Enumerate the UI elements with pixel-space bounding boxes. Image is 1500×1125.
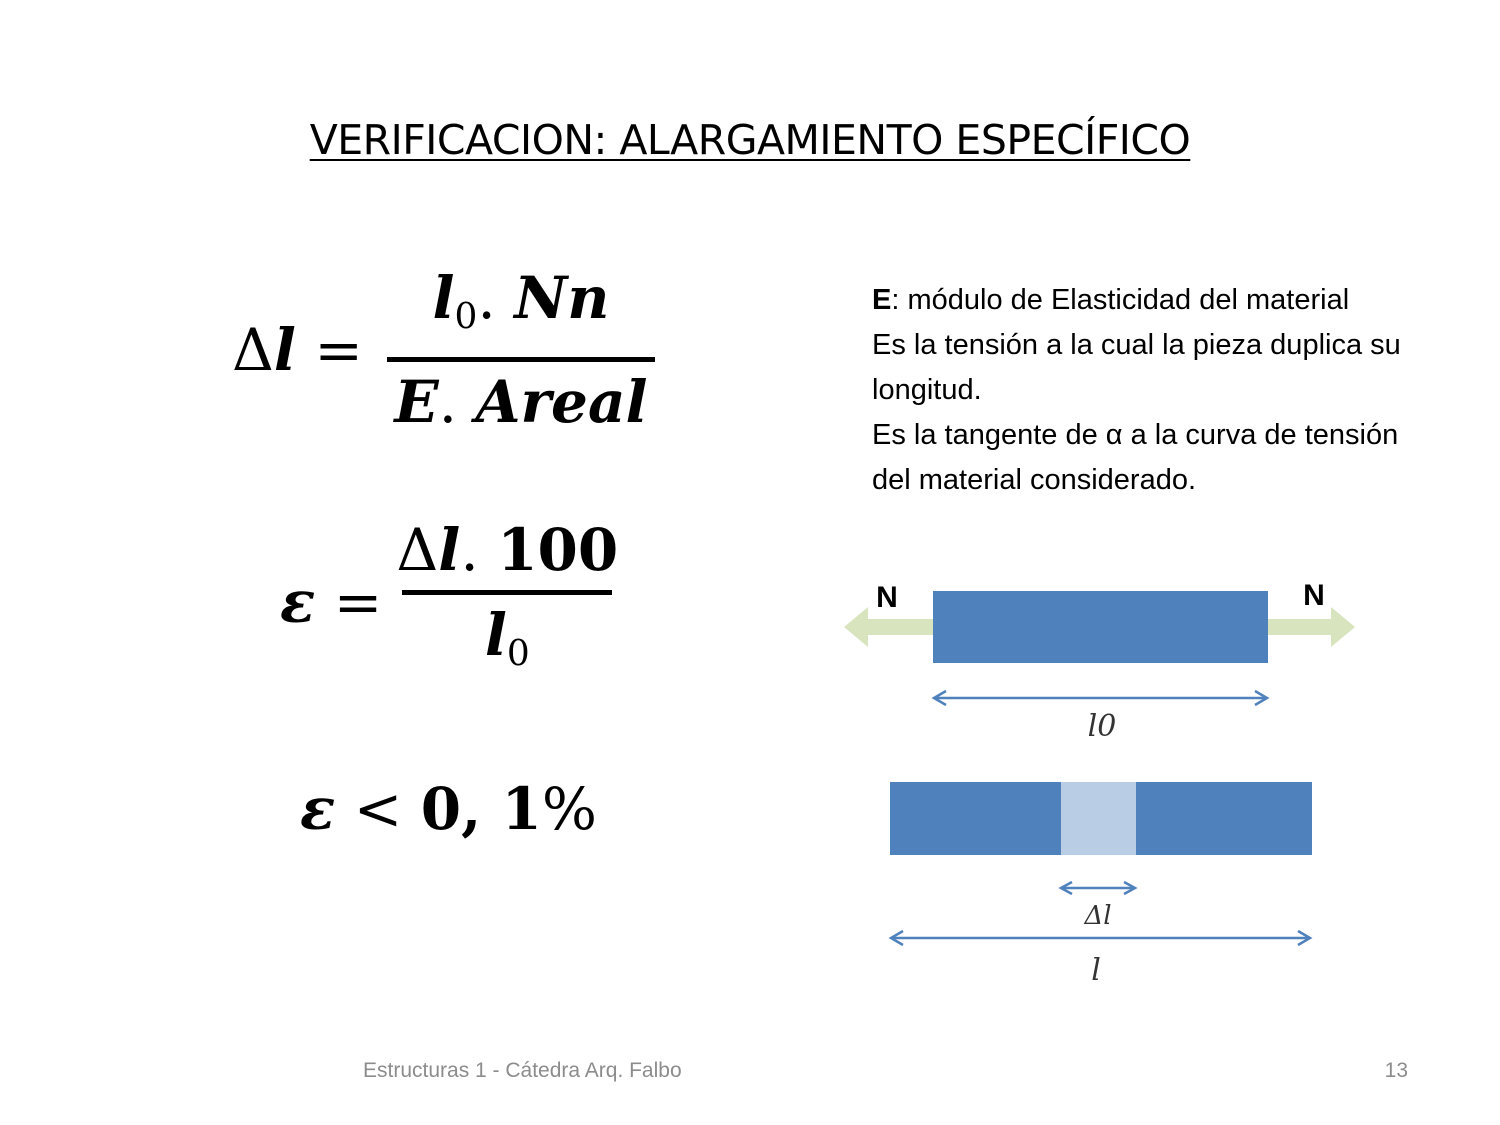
initial-length-symbol: l: [432, 264, 455, 332]
length-variable: l: [438, 516, 461, 584]
length-variable: l: [273, 316, 296, 385]
strain-limit: [300, 775, 597, 843]
elongated-bar-right: [1136, 782, 1312, 855]
delta-symbol: Δ: [396, 516, 439, 584]
elongation-formula: [232, 258, 655, 442]
delta-symbol: Δ: [232, 316, 274, 385]
page-number: 13: [1384, 1059, 1408, 1082]
initial-length-label: l0: [1087, 709, 1117, 744]
strain-formula: [280, 510, 619, 694]
description-line-3: Es la tangente de α a la curva de tensión del material considerado.: [872, 419, 1399, 496]
area-symbol: Areal: [475, 368, 648, 437]
original-bar: [933, 591, 1268, 663]
fraction-numerator: [396, 510, 618, 590]
modulus-description: [872, 278, 1432, 503]
elongation-diagram: [830, 570, 1370, 1000]
subscript-zero: 0: [454, 296, 478, 338]
formula-lhs: [280, 568, 382, 636]
elongated-bar-left: [890, 782, 1061, 855]
modulus-definition: : módulo de Elasticidad del material: [891, 284, 1350, 316]
double-arrow-icon: [934, 691, 1267, 705]
epsilon-symbol: ε: [280, 568, 316, 637]
modulus-label: E: [872, 284, 892, 316]
hundred-value: 100: [497, 516, 619, 584]
less-than-sign: <: [353, 775, 403, 843]
slide-title-text: VERIFICACION: ALARGAMIENTO ESPECÍFICO: [309, 116, 1191, 164]
force-label-right: N: [1303, 579, 1325, 612]
elongation-label: Δl: [1084, 901, 1112, 931]
limit-value: 0, 1: [420, 775, 542, 843]
fraction-denominator: [394, 362, 647, 442]
dot-operator: .: [477, 264, 515, 332]
arrow-right-icon: [1266, 607, 1355, 647]
percent-sign: %: [541, 775, 597, 843]
equals-sign: =: [314, 316, 363, 385]
fraction-numerator: [432, 258, 609, 357]
double-arrow-icon: [1061, 882, 1135, 894]
initial-length-symbol: l: [484, 601, 507, 669]
dot-operator: .: [460, 516, 498, 584]
elastic-modulus-symbol: E: [394, 368, 439, 437]
subscript-zero: 0: [506, 633, 530, 675]
final-length-label: l: [1091, 953, 1101, 988]
fraction-denominator: [485, 595, 530, 694]
double-arrow-icon: [891, 931, 1310, 945]
formula-lhs: [232, 316, 363, 384]
elongation-fraction: [387, 258, 655, 442]
description-line-1: [872, 278, 1432, 323]
footer-course: Estructuras 1 - Cátedra Arq. Falbo: [363, 1059, 682, 1082]
normal-force-symbol: Nn: [514, 264, 610, 332]
slide-title: [0, 112, 1500, 168]
dot-operator: .: [438, 368, 476, 437]
elongation-segment: [1061, 782, 1136, 855]
strain-fraction: [396, 510, 619, 694]
description-line-2: Es la tensión a la cual la pieza duplica su longitud.: [872, 329, 1401, 406]
epsilon-symbol: ε: [300, 775, 336, 843]
force-label-left: N: [876, 581, 898, 614]
equals-sign: =: [333, 568, 383, 637]
